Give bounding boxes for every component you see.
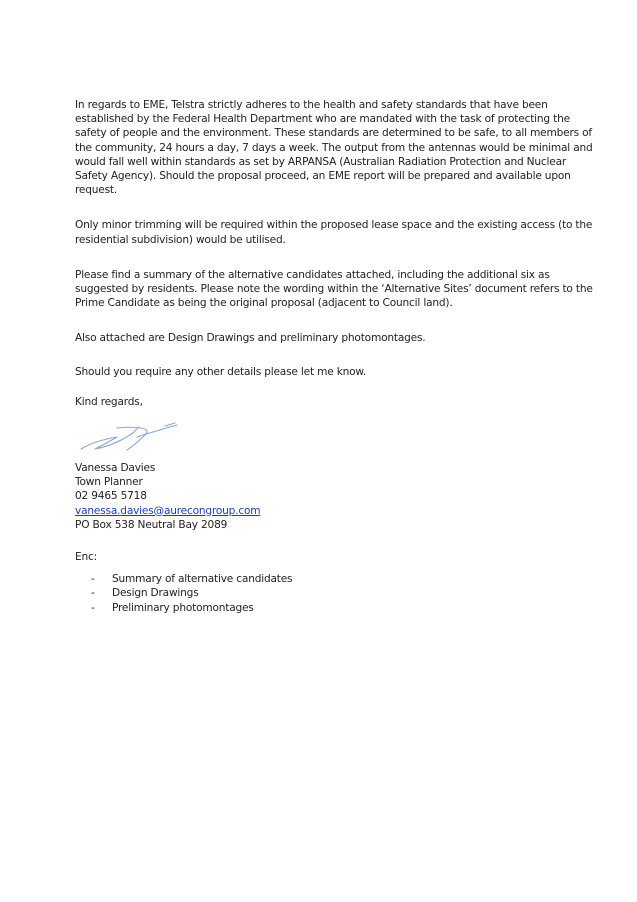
enclosure-item <box>75 586 595 600</box>
paragraph-eme: In regards to EME, Telstra strictly adheres to the health and safety standards that have been established by the Federal Health Department who are mandated with the task of protecting the safety of people and the environment. These standards are determined to be safe, to all members of the community, 24 hours a day, 7 days a week. The output from the antennas would be minimal and would fall well within standards as set by ARPANSA (Australian Radiation Protection and Nuclear Safety Agency). Should the proposal proceed, an EME report will be prepared and available upon request. <box>75 99 593 197</box>
enclosure-item-label: Summary of alternative candidates <box>112 573 293 586</box>
enclosure-item-label: Preliminary photomontages <box>112 601 254 614</box>
closing: Kind regards, <box>75 395 143 408</box>
letter-body <box>75 98 595 615</box>
enclosure-item-label: Design Drawings <box>112 587 199 600</box>
signature-block <box>75 461 595 532</box>
signatory-title: Town Planner <box>75 476 143 489</box>
list-bullet: - <box>91 573 95 586</box>
enclosure-item <box>75 572 595 586</box>
handwritten-signature <box>77 419 187 455</box>
paragraph-contact: Should you require any other details please let me know. <box>75 365 367 378</box>
signatory-address: PO Box 538 Neutral Bay 2089 <box>75 518 228 531</box>
paragraph-attachments: Also attached are Design Drawings and preliminary photomontages. <box>75 332 426 345</box>
list-bullet: - <box>91 587 95 600</box>
enclosure-item <box>75 601 595 615</box>
paragraph-trimming: Only minor trimming will be required within the proposed lease space and the existing access (to the residential subdivision) would be utilised. <box>75 219 593 246</box>
signatory-name: Vanessa Davies <box>75 462 156 475</box>
paragraph-alternatives: Please find a summary of the alternative candidates attached, including the additional six as suggested by residents. Please note the wording within the ‘Alternative Sites’ document refers to the Prime Candidate as being the original proposal (adjacent to Council land). <box>75 268 593 310</box>
signatory-email-link[interactable]: vanessa.davies@aurecongroup.com <box>75 504 261 517</box>
list-bullet: - <box>91 601 95 614</box>
signatory-phone: 02 9465 5718 <box>75 490 147 503</box>
enclosures-label: Enc: <box>75 551 98 564</box>
enclosures-list <box>75 572 595 615</box>
